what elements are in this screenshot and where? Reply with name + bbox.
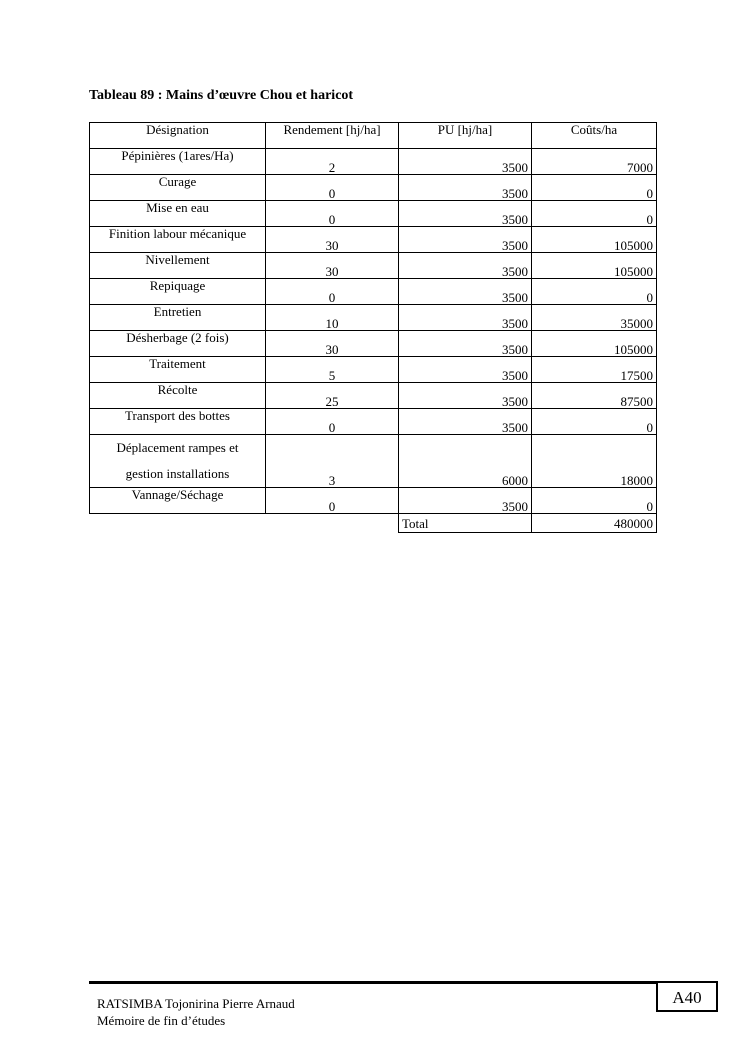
cell-pu: 3500 bbox=[399, 227, 532, 253]
table-row bbox=[90, 488, 657, 514]
cell-cout: 35000 bbox=[532, 305, 657, 331]
table-title: Tableau 89 : Mains d’œuvre Chou et haricot bbox=[89, 88, 354, 103]
footer-author: RATSIMBA Tojonirina Pierre Arnaud bbox=[97, 996, 295, 1011]
table-row bbox=[90, 357, 657, 383]
cell-pu: 6000 bbox=[399, 435, 532, 488]
cell-designation: Mise en eau bbox=[90, 201, 266, 227]
table-row bbox=[90, 383, 657, 409]
footer-author-block bbox=[97, 995, 295, 1029]
table-header-row bbox=[90, 123, 657, 149]
cell-cout: 18000 bbox=[532, 435, 657, 488]
cell-designation: Vannage/Séchage bbox=[90, 488, 266, 514]
cell-pu: 3500 bbox=[399, 279, 532, 305]
designation-line-1: Déplacement rampes et bbox=[116, 440, 239, 455]
header-rendement: Rendement [hj/ha] bbox=[266, 123, 399, 149]
cell-designation: Entretien bbox=[90, 305, 266, 331]
total-label: Total bbox=[399, 514, 532, 533]
header-pu: PU [hj/ha] bbox=[399, 123, 532, 149]
cell-cout: 0 bbox=[532, 488, 657, 514]
cell-rendement: 0 bbox=[266, 409, 399, 435]
cell-pu: 3500 bbox=[399, 149, 532, 175]
cell-cout: 105000 bbox=[532, 227, 657, 253]
table-row bbox=[90, 227, 657, 253]
cell-rendement: 0 bbox=[266, 201, 399, 227]
cell-cout: 105000 bbox=[532, 253, 657, 279]
cell-designation: Repiquage bbox=[90, 279, 266, 305]
cell-rendement: 3 bbox=[266, 435, 399, 488]
cell-pu: 3500 bbox=[399, 253, 532, 279]
cell-rendement: 10 bbox=[266, 305, 399, 331]
cell-rendement: 5 bbox=[266, 357, 399, 383]
table-row bbox=[90, 175, 657, 201]
header-couts: Coûts/ha bbox=[532, 123, 657, 149]
total-row bbox=[90, 514, 657, 533]
table-row bbox=[90, 149, 657, 175]
cell-cout: 87500 bbox=[532, 383, 657, 409]
table-row bbox=[90, 409, 657, 435]
cell-pu: 3500 bbox=[399, 175, 532, 201]
cell-rendement: 30 bbox=[266, 227, 399, 253]
cell-rendement: 2 bbox=[266, 149, 399, 175]
cell-cout: 105000 bbox=[532, 331, 657, 357]
cell-cout: 0 bbox=[532, 279, 657, 305]
cell-rendement: 0 bbox=[266, 175, 399, 201]
table-row bbox=[90, 331, 657, 357]
table-row bbox=[90, 279, 657, 305]
cell-designation: Récolte bbox=[90, 383, 266, 409]
footer-divider bbox=[89, 981, 656, 984]
cell-cout: 17500 bbox=[532, 357, 657, 383]
cell-designation: Pépinières (1ares/Ha) bbox=[90, 149, 266, 175]
cell-designation: Désherbage (2 fois) bbox=[90, 331, 266, 357]
cell-pu: 3500 bbox=[399, 357, 532, 383]
cell-pu: 3500 bbox=[399, 409, 532, 435]
labor-cost-table bbox=[89, 122, 657, 533]
page-number: A40 bbox=[656, 981, 718, 1012]
table-row bbox=[90, 253, 657, 279]
table-row bbox=[90, 305, 657, 331]
cell-rendement: 30 bbox=[266, 331, 399, 357]
cell-pu: 3500 bbox=[399, 201, 532, 227]
cell-designation bbox=[90, 435, 266, 488]
cell-pu: 3500 bbox=[399, 331, 532, 357]
cell-cout: 0 bbox=[532, 409, 657, 435]
header-designation: Désignation bbox=[90, 123, 266, 149]
cell-pu: 3500 bbox=[399, 305, 532, 331]
cell-rendement: 30 bbox=[266, 253, 399, 279]
designation-line-2: gestion installations bbox=[125, 466, 230, 481]
cell-rendement: 0 bbox=[266, 488, 399, 514]
cell-designation: Nivellement bbox=[90, 253, 266, 279]
table-row bbox=[90, 435, 657, 488]
cell-designation: Transport des bottes bbox=[90, 409, 266, 435]
cell-cout: 7000 bbox=[532, 149, 657, 175]
total-value: 480000 bbox=[532, 514, 657, 533]
cell-designation: Traitement bbox=[90, 357, 266, 383]
cell-pu: 3500 bbox=[399, 488, 532, 514]
cell-designation: Curage bbox=[90, 175, 266, 201]
cell-cout: 0 bbox=[532, 201, 657, 227]
cell-designation: Finition labour mécanique bbox=[90, 227, 266, 253]
cell-rendement: 0 bbox=[266, 279, 399, 305]
cell-cout: 0 bbox=[532, 175, 657, 201]
footer-subtitle: Mémoire de fin d’études bbox=[97, 1013, 226, 1028]
cell-pu: 3500 bbox=[399, 383, 532, 409]
table-row bbox=[90, 201, 657, 227]
cell-rendement: 25 bbox=[266, 383, 399, 409]
